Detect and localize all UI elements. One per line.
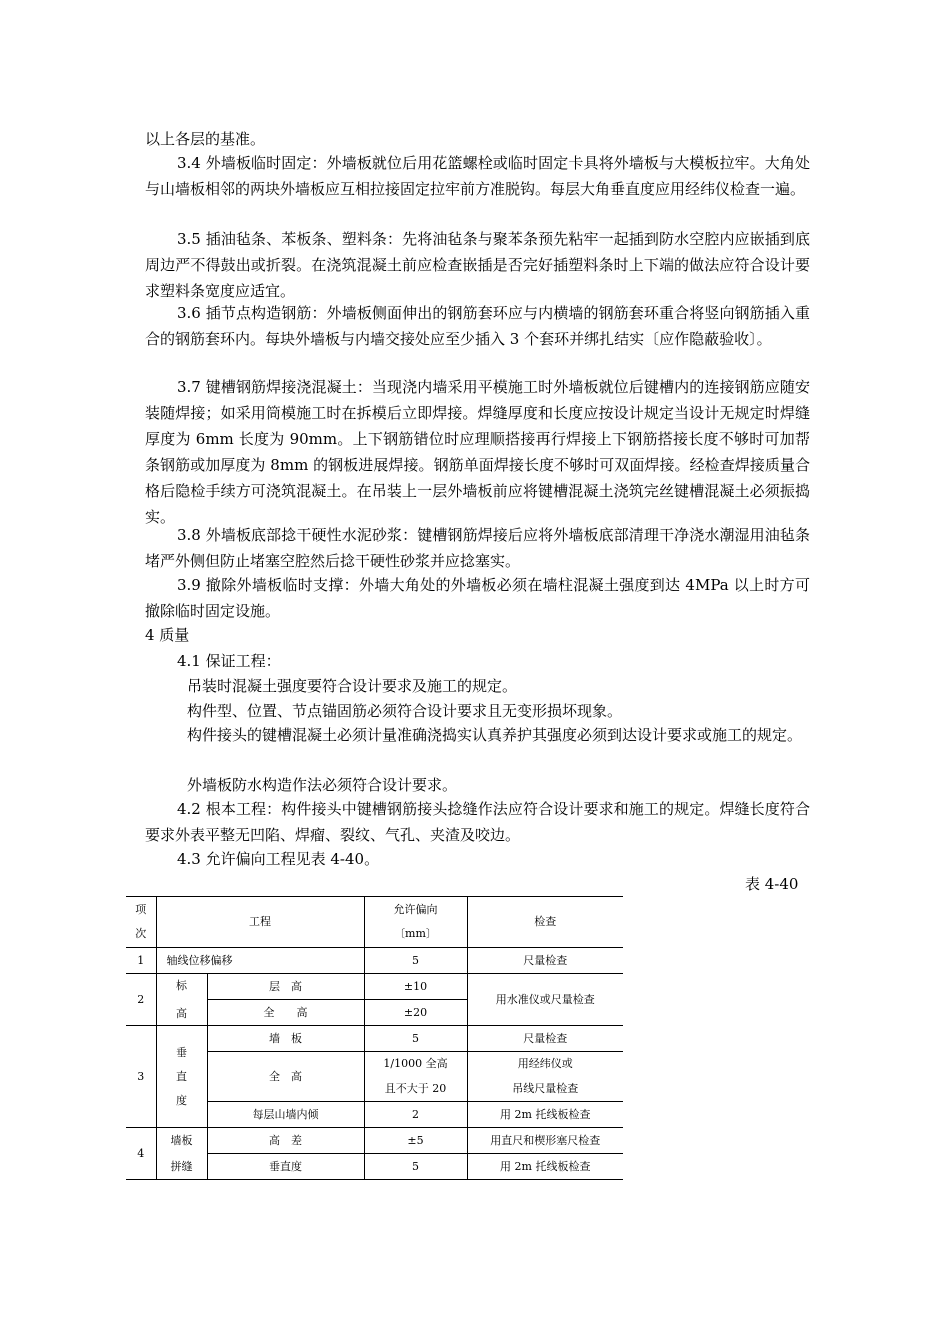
guarantee-item-2: 构件型、位置、节点锚固筋必须符合设计要求且无变形损坏现象。 [187, 702, 623, 720]
row-tolerance: 2 [364, 1102, 467, 1128]
row-no: 4 [126, 1128, 156, 1180]
row-check: 尺量检查 [467, 1026, 623, 1052]
row-check: 尺量检查 [467, 948, 623, 974]
table-caption: 表 4-40 [745, 875, 799, 893]
row-tolerance: ±5 [364, 1128, 467, 1154]
row-item: 垂直度 [207, 1154, 364, 1180]
paragraph-3-8: 3.8 外墙板底部捻干硬性水泥砂浆：键槽钢筋焊接后应将外墙板底部清理干净浇水潮湿用油毡条堵严外侧但防止堵塞空腔然后捻干硬性砂浆并应捻塞实。 [145, 526, 810, 570]
row-tolerance: ±20 [364, 1000, 467, 1026]
row-check: 用水准仪或尺量检查 [467, 974, 623, 1026]
row-tolerance: 5 [364, 1154, 467, 1180]
row-tolerance-line-2: 且不大于 20 [384, 1082, 447, 1095]
row-group-char: 高 [176, 1006, 187, 1020]
header-item: 工程 [156, 897, 364, 948]
table-row [126, 948, 623, 974]
header-tolerance-line-2: 〔mm〕 [394, 927, 437, 940]
table-row [126, 1128, 623, 1154]
paragraph-3-6: 3.6 插节点构造钢筋：外墙板侧面伸出的钢筋套环应与内横墙的钢筋套环重合将竖向钢筋插入重合的钢筋套环内。每块外墙板与内墙交接处应至少插入 3 个套环并绑扎结实〔应作隐蔽验收〕。 [145, 304, 810, 348]
row-tolerance-line-1: 1/1000 全高 [383, 1057, 448, 1070]
table-header-row [126, 897, 623, 948]
guarantee-item-3: 构件接头的键槽混凝土必须计量准确浇捣实认真养护其强度必须到达设计要求或施工的规定。 [187, 726, 803, 744]
row-item: 高 差 [207, 1128, 364, 1154]
paragraph-3-7: 3.7 键槽钢筋焊接浇混凝土：当现浇内墙采用平模施工时外墙板就位后键槽内的连接钢筋应随安装随焊接；如采用筒模施工时在拆模后立即焊接。焊缝厚度和长度应按设计规定当设计无规定时焊缝厚度为 6mm 长度为 90mm。上下钢筋错位时应理顺搭接再行焊接上下钢筋搭接长度不够时可加帮条钢筋或加厚度为 8mm 的钢板进展焊接。钢筋单面焊接长度不够时可双面焊接。经检查焊接质量合格后隐检手续方可浇筑混凝土。在吊装上一层外墙板前应将键槽混凝土浇筑完丝键槽混凝土必须振捣实。 [145, 378, 810, 526]
row-group [156, 1128, 207, 1180]
row-group-char: 墙板 [170, 1133, 193, 1147]
row-check: 用直尺和楔形塞尺检查 [467, 1128, 623, 1154]
row-check [467, 1052, 623, 1102]
row-item: 每层山墙内倾 [207, 1102, 364, 1128]
paragraph-3-4: 3.4 外墙板临时固定：外墙板就位后用花篮螺栓或临时固定卡具将外墙板与大模板拉牢。大角处与山墙板相邻的两块外墙板应互相拉接固定拉牢前方准脱钩。每层大角垂直度应用经纬仪检查一遍。 [145, 154, 810, 198]
row-no: 1 [126, 948, 156, 974]
section-heading-quality: 4 质量 [145, 626, 190, 644]
row-group-char: 拼缝 [170, 1159, 193, 1173]
paragraph-3-9: 3.9 撤除外墙板临时支撑：外墙大角处的外墙板必须在墙柱混凝土强度到达 4MPa 以上时方可撤除临时固定设施。 [145, 576, 810, 620]
paragraph-4-2: 4.2 根本工程：构件接头中键槽钢筋接头捻缝作法应符合设计要求和施工的规定。焊缝长度符合要求外表平整无凹陷、焊瘤、裂纹、气孔、夹渣及咬边。 [145, 800, 810, 844]
guarantee-item-1: 吊装时混凝土强度要符合设计要求及施工的规定。 [187, 677, 518, 695]
header-tolerance-line-1: 允许偏向 [393, 903, 438, 916]
row-group-char: 直 [176, 1069, 187, 1083]
header-check: 检查 [467, 897, 623, 948]
row-check: 用 2m 托线板检查 [467, 1154, 623, 1180]
row-group-char: 度 [176, 1093, 187, 1107]
guarantee-item-4: 外墙板防水构造作法必须符合设计要求。 [187, 776, 458, 794]
row-tolerance [364, 1052, 467, 1102]
row-tolerance: 5 [364, 1026, 467, 1052]
row-group-char: 标 [176, 978, 187, 992]
row-tolerance: ±10 [364, 974, 467, 1000]
row-item: 轴线位移偏移 [156, 948, 364, 974]
row-check-line-2: 吊线尺量检查 [512, 1082, 579, 1095]
row-no: 2 [126, 974, 156, 1026]
row-tolerance: 5 [364, 948, 467, 974]
paragraph-4-3: 4.3 允许偏向工程见表 4-40。 [177, 850, 380, 868]
header-no-line-1: 项 [135, 903, 147, 916]
row-group [156, 974, 207, 1026]
table-row [126, 1026, 623, 1052]
table-row [126, 974, 623, 1000]
row-item: 全 高 [207, 1000, 364, 1026]
row-group-char: 垂 [176, 1045, 187, 1059]
paragraph-continuation: 以上各层的基准。 [145, 130, 266, 148]
header-no-line-2: 次 [135, 927, 147, 940]
paragraph-4-1: 4.1 保证工程： [177, 652, 281, 670]
row-item: 全 高 [207, 1052, 364, 1102]
header-tolerance [364, 897, 467, 948]
row-no: 3 [126, 1026, 156, 1128]
row-check-line-1: 用经纬仪或 [517, 1057, 573, 1070]
tolerance-table [126, 896, 623, 1180]
paragraph-3-5: 3.5 插油毡条、苯板条、塑料条：先将油毡条与聚苯条预先粘牢一起插到防水空腔内应嵌插到底周边严不得鼓出或折裂。在浇筑混凝土前应检查嵌插是否完好插塑料条时上下端的做法应符合设计要求塑料条宽度应适宜。 [145, 230, 810, 300]
header-no [126, 897, 156, 948]
row-check: 用 2m 托线板检查 [467, 1102, 623, 1128]
row-item: 墙 板 [207, 1026, 364, 1052]
row-item: 层 高 [207, 974, 364, 1000]
row-group [156, 1026, 207, 1128]
